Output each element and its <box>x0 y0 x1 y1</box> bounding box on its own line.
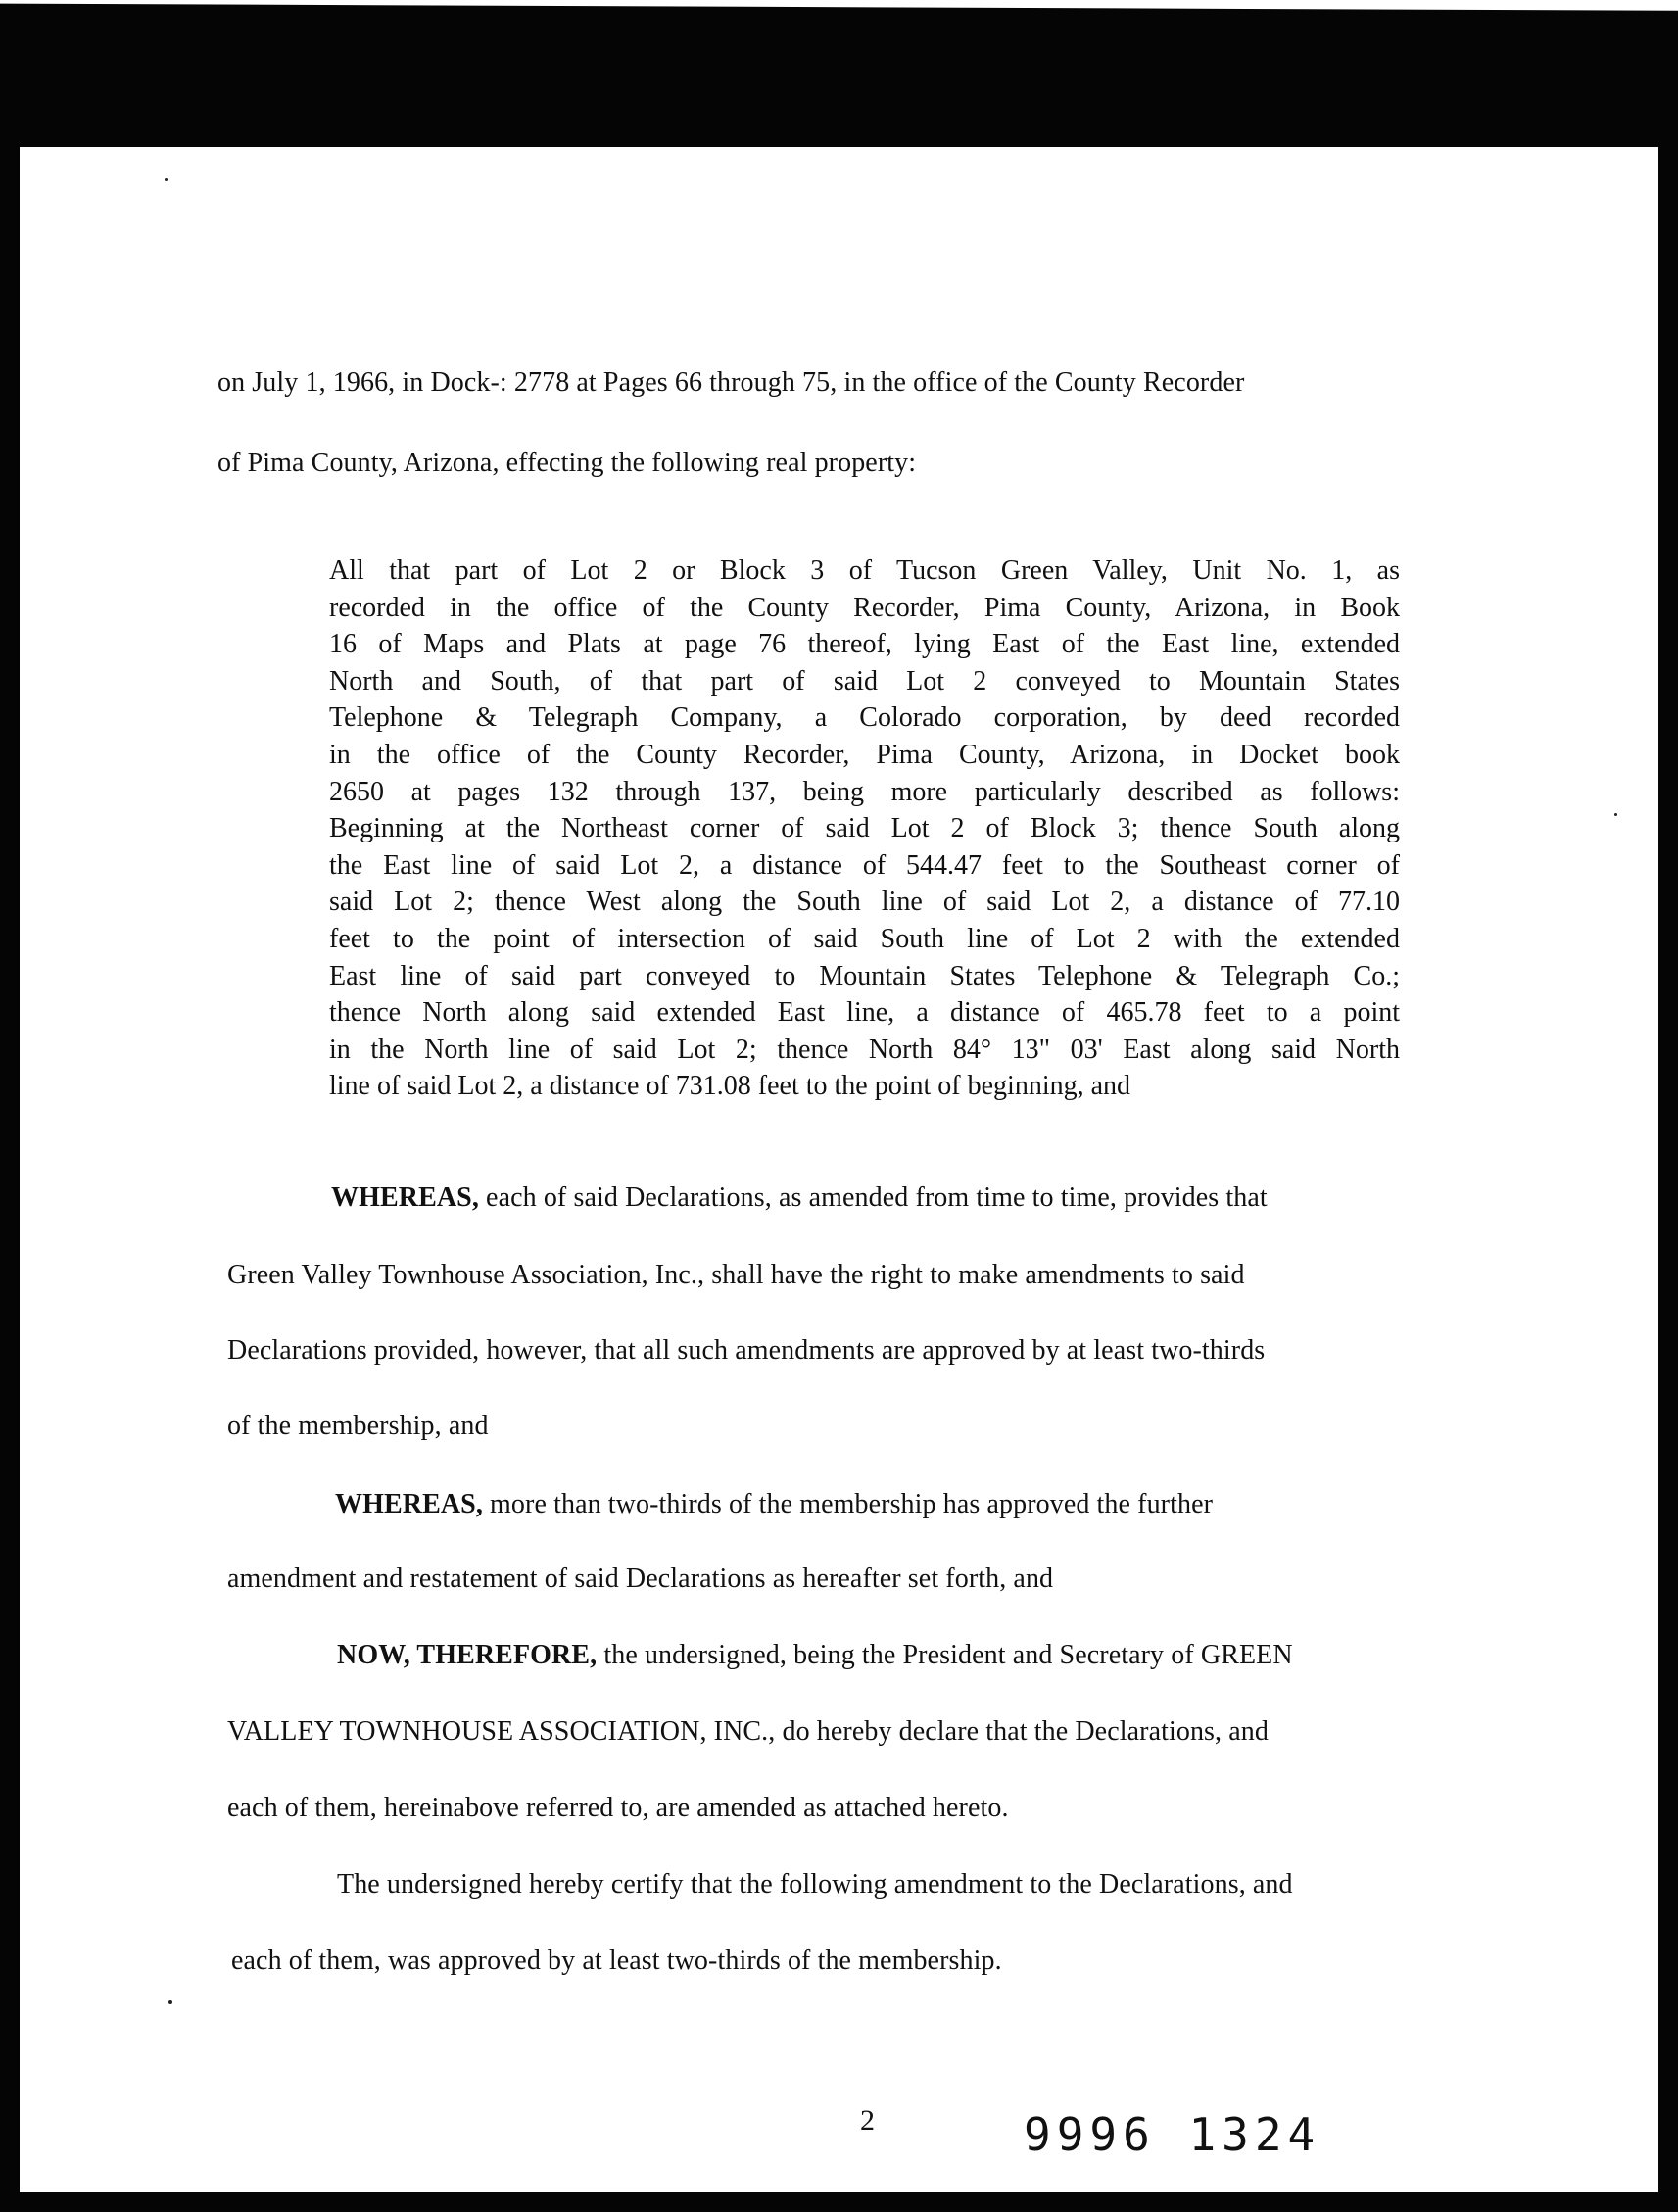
whereas-1-lead: WHEREAS, <box>331 1182 479 1213</box>
legal-description-line: in the North line of said Lot 2; thence North 84° 13" 03' East along said North <box>329 1034 1400 1065</box>
legal-description-line: recorded in the office of the County Recorder, Pima County, Arizona, in Book <box>329 592 1400 623</box>
legal-description-line: thence North along said extended East line, a distance of 465.78 feet to a point <box>329 997 1400 1029</box>
whereas-1-line-2: Green Valley Townhouse Association, Inc., shall have the right to make amendments to said <box>227 1260 1245 1290</box>
now-therefore-text: the undersigned, being the President and Secretary of GREEN <box>597 1640 1293 1670</box>
legal-description-line: in the office of the County Recorder, Pima County, Arizona, in Docket book <box>329 739 1400 770</box>
legal-description-line: the East line of said Lot 2, a distance of 544.47 feet to the Southeast corner of <box>329 849 1400 881</box>
scan-border-left <box>0 137 20 2212</box>
scan-speck <box>1614 813 1617 816</box>
now-therefore-lead: NOW, THEREFORE, <box>337 1640 598 1670</box>
now-therefore-line-2: VALLEY TOWNHOUSE ASSOCIATION, INC., do hereby declare that the Declarations, and <box>227 1716 1269 1747</box>
whereas-2-text: more than two-thirds of the membership has approved the further <box>482 1489 1214 1519</box>
document-reference-number: 9996 1324 <box>1024 2108 1321 2161</box>
legal-description-line: said Lot 2; thence West along the South line of said Lot 2, a distance of 77.10 <box>329 887 1400 918</box>
legal-description-line: All that part of Lot 2 or Block 3 of Tucson Green Valley, Unit No. 1, as <box>329 555 1400 586</box>
scan-speck <box>168 2000 172 2004</box>
scan-border-bottom <box>0 2192 1678 2212</box>
legal-description-line: 2650 at pages 132 through 137, being more particularly described as follows: <box>329 776 1400 807</box>
intro-line-1: on July 1, 1966, in Dock‑: 2778 at Pages 66 through 75, in the office of the County Recorder <box>217 367 1245 398</box>
page-number: 2 <box>860 2104 875 2137</box>
legal-description-line: East line of said part conveyed to Mountain States Telephone & Telegraph Co.; <box>329 960 1400 991</box>
scan-speck <box>165 178 168 181</box>
legal-description-line: Telephone & Telegraph Company, a Colorado corporation, by deed recorded <box>329 702 1400 734</box>
whereas-2-line-2: amendment and restatement of said Declarations as hereafter set forth, and <box>227 1563 1054 1594</box>
document-page <box>20 147 1658 2192</box>
whereas-1-text: each of said Declarations, as amended from time to time, provides that <box>478 1182 1268 1213</box>
whereas-1-line-3: Declarations provided, however, that all such amendments are approved by at least two-thirds <box>227 1335 1266 1366</box>
certify-line-2: each of them, was approved by at least two-thirds of the membership. <box>231 1946 1002 1976</box>
scan-border-right <box>1658 137 1678 2212</box>
now-therefore-line-1 <box>337 1640 1293 1671</box>
whereas-2-lead: WHEREAS, <box>335 1489 483 1519</box>
intro-line-2: of Pima County, Arizona, effecting the following real property: <box>217 448 917 478</box>
legal-description-line: North and South, of that part of said Lot 2 conveyed to Mountain States <box>329 665 1400 697</box>
whereas-1-line-4: of the membership, and <box>227 1411 489 1441</box>
certify-line-1: The undersigned hereby certify that the following amendment to the Declarations, and <box>337 1869 1293 1899</box>
legal-description-line: feet to the point of intersection of said South line of Lot 2 with the extended <box>329 923 1400 954</box>
now-therefore-line-3: each of them, hereinabove referred to, are amended as attached hereto. <box>227 1793 1009 1823</box>
whereas-1-line-1 <box>331 1182 1268 1214</box>
legal-description-line: line of said Lot 2, a distance of 731.08 feet to the point of beginning, and <box>329 1071 1131 1102</box>
scan-border-top <box>0 0 1678 147</box>
legal-description-line: Beginning at the Northeast corner of said Lot 2 of Block 3; thence South along <box>329 813 1400 844</box>
whereas-2-line-1 <box>335 1489 1213 1520</box>
legal-description-line: 16 of Maps and Plats at page 76 thereof, lying East of the East line, extended <box>329 629 1400 660</box>
legal-description <box>329 553 1400 1105</box>
